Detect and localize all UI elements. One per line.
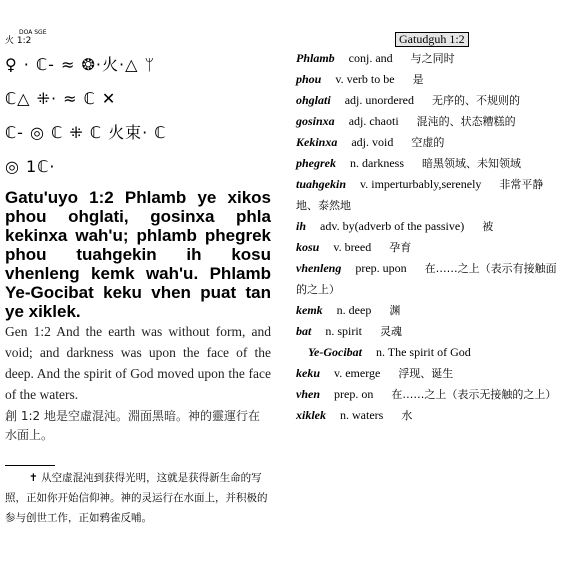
glossary-entry [296,237,564,258]
glossary-entry [296,258,564,300]
glossary-entry [296,69,564,90]
verse-ref-tag: 火 [5,36,15,46]
glossary-definition: n. deep [336,303,372,317]
english-verse: Gen 1:2 And the earth was without form, and void; and darkness was upon the face of the deep. And the spirit of God moved upon the face of the waters. [5,324,271,402]
glossary-chinese: 与之同时 [410,52,455,65]
glossary-word: phou [296,72,322,86]
glossary-entry [296,405,564,426]
glossary-chinese: 孕育 [389,241,412,254]
glossary-definition: v. breed [333,240,372,254]
verse-ref-num: 1:2 [16,36,32,46]
glossary-chinese: 非常平静地、泰然地 [296,178,544,212]
glossary-definition: n. waters [340,408,384,422]
glossary-word: gosinxa [296,114,335,128]
glossary-chinese: 混沌的、状态糟糕的 [416,115,516,128]
glossary-entry [296,111,564,132]
glossary-entry [296,132,564,153]
script-line-4: ◎ 1ℂ· [5,157,56,176]
script-line-3: ℂ- ◎ ℂ ⁜ ℂ 火束· ℂ [5,123,167,142]
glossary-chinese: 在……之上（表示无接触的之上） [391,388,557,401]
glossary-entry [296,216,564,237]
script-verse-reference [5,30,271,46]
glossary-entry [296,363,564,384]
verse-ref-tiny: DOA SGE [19,29,47,36]
glossary-word: kemk [296,303,323,317]
glossary-word: xiklek [296,408,326,422]
glossary-chinese: 无序的、不规则的 [432,94,520,107]
glossary-definition: adj. chaoti [348,114,399,128]
glossary-word: vhen [296,387,320,401]
glossary-definition: prep. upon [355,261,407,275]
glossary-definition: n. The spirit of God [375,345,471,359]
glossary-word: ih [296,219,307,233]
glossary-chinese: 被 [482,220,494,233]
glossary-word: Kekinxa [296,135,338,149]
script-line-2: ℂ△ ⁜· ≈ ℂ ✕ [5,89,117,108]
glossary-word: vhenleng [296,261,342,275]
glossary-entry [296,342,564,363]
glossary-chinese: 灵魂 [380,325,403,338]
glossary-word: ohglati [296,93,331,107]
glossary-word: kosu [296,240,320,254]
glossary-definition: adj. unordered [344,93,414,107]
glossary-list [296,48,564,426]
glossary-word: tuahgekin [296,177,347,191]
glossary-definition: v. verb to be [335,72,395,86]
glossary-chinese: 渊 [389,304,401,317]
glossary-entry [296,174,564,216]
glossary-entry [296,384,564,405]
chinese-verse: 創 1:2 地是空虛混沌。淵面黑暗。神的靈運行在水面上。 [5,409,260,442]
glossary-title: Gatudguh 1:2 [395,32,469,47]
glossary-entry [296,48,564,69]
glossary-chinese: 在……之上（表示有接触面的之上） [296,262,557,296]
glossary-entry [296,300,564,321]
glossary-definition: v. emerge [334,366,381,380]
glossary-chinese: 是 [412,73,424,86]
footnote: ✝ 从空虚混沌到获得光明，这就是获得新生命的写照，正如你开始信仰神。神的灵运行在水面上，并积极的参与创世工作，正如鸦雀反哺。 [5,472,268,524]
glossary-definition: adj. void [351,135,394,149]
glossary-word: bat [296,324,312,338]
glossary-definition: adv. by(adverb of the passive) [320,219,465,233]
glossary-word: keku [296,366,320,380]
glossary-entry [296,321,564,342]
glossary-chinese: 暗黑领域、未知领域 [422,157,521,170]
footnote-divider [5,465,55,466]
glossary-definition: n. darkness [350,156,404,170]
glossary-definition: v. imperturbably,serenely [360,177,482,191]
glossary-word: Phlamb [296,51,335,65]
glossary-entry [296,153,564,174]
glossary-chinese: 水 [401,409,413,422]
glossary-definition: n. spirit [325,324,363,338]
script-line-1: ♀ · ℂ- ≈ ❂·火·△ ᛘ [5,55,156,74]
glossary-entry [296,90,564,111]
glossary-definition: conj. and [348,51,393,65]
glossary-word: Ye-Gocibat [308,345,362,359]
glossary-chinese: 浮现、诞生 [398,367,454,380]
glossary-column [296,30,564,426]
glossary-word: phegrek [296,156,336,170]
romanized-verse: Gatu'uyo 1:2 Phlamb ye xikos phou ohglati, gosinxa phla kekinxa wah'u; phlamb phegrek phou tuahgekin ih kosu vhenleng kemk wah'u. Phlamb Ye-Gocibat keku vhen puat tan ye xiklek. [5,188,271,321]
glossary-definition: prep. on [334,387,374,401]
verse-column [5,30,271,528]
glossary-chinese: 空虚的 [411,136,445,149]
